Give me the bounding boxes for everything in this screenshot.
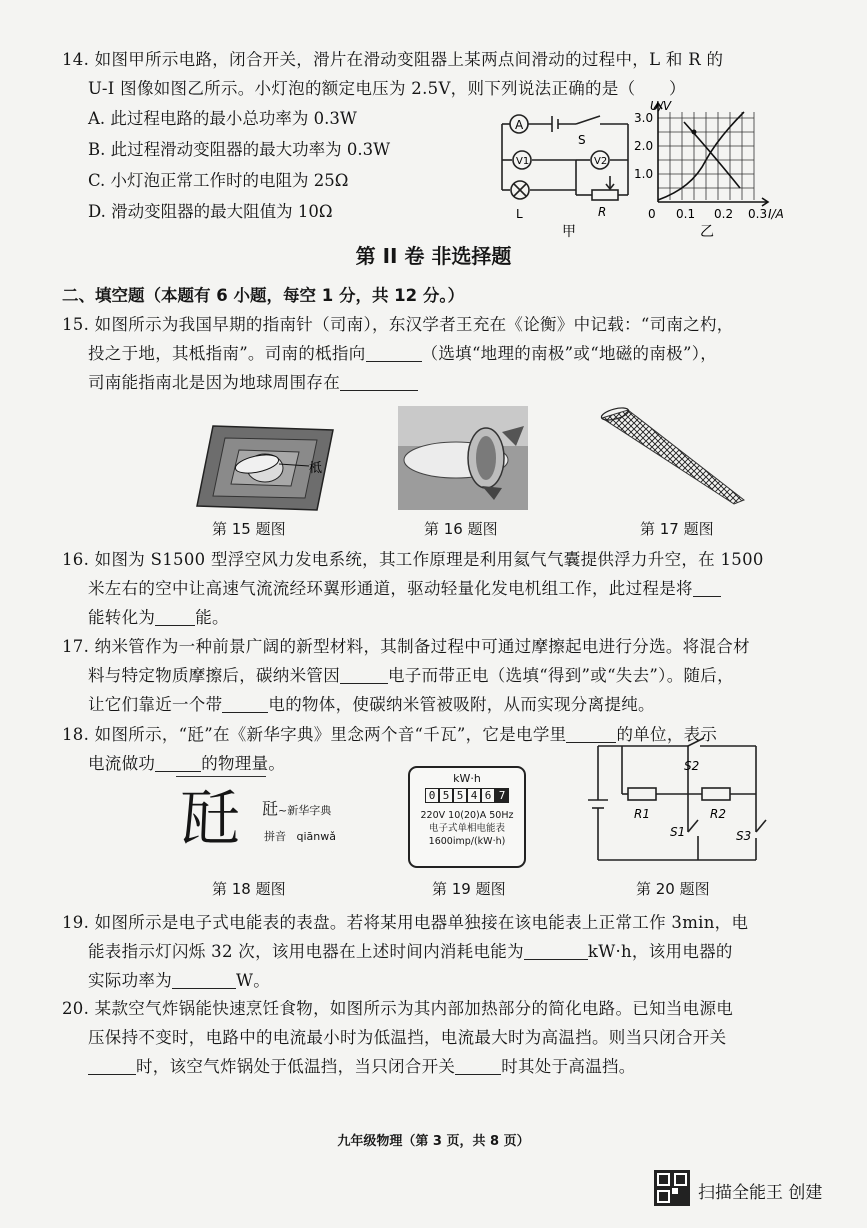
q18-line2-part2: 的物理量。	[201, 754, 286, 773]
watermark-text: 扫描全能王 创建	[698, 1183, 823, 1203]
q15-blank-1	[366, 345, 422, 362]
q15-blank-2	[340, 374, 418, 391]
fig17-caption: 第 17 题图	[640, 520, 714, 538]
fig20-r2: R2	[710, 807, 726, 821]
fig18-rule	[176, 776, 266, 777]
meter-spec-line2: 电子式单相电能表	[428, 823, 505, 834]
fig16-wind-turbine-image	[398, 406, 528, 510]
section-heading: 二、填空题（本题有 6 小题，每空 1 分，共 12 分。）	[62, 286, 465, 305]
xtick-02: 0.2	[714, 207, 734, 221]
question-20	[62, 994, 814, 1081]
question-15	[62, 310, 814, 397]
q15-line1: 15. 如图所示为我国早期的指南针（司南），东汉学者王充在《论衡》中记载：“司南之杓，	[62, 315, 734, 334]
q17-line2-part2: 电子而带正电（选填“得到”或“失去”）。随后，	[388, 666, 734, 685]
q18-line1-part2: 的单位，表示	[616, 725, 718, 744]
xtick-0: 0	[648, 207, 656, 221]
fig18-big-char: 瓩	[180, 784, 240, 854]
circuit-caption: 甲	[562, 224, 576, 240]
q15-line2-part2: （选填“地理的南极”或“地磁的南极”），	[421, 344, 718, 363]
rheostat-label: R	[598, 205, 607, 219]
q20-line3-part2: 时其处于高温挡。	[501, 1057, 636, 1076]
q15-line2-part1: 投之于地，其柢指南”。司南的柢指向	[88, 344, 366, 363]
v1-label: V1	[516, 156, 530, 167]
q16-line1: 16. 如图为 S1500 型浮空风力发电系统，其工作原理是利用氦气气囊提供浮力升空，在 1500	[62, 550, 764, 569]
q15-line3: 司南能指南北是因为地球周围存在	[88, 373, 340, 392]
question-19	[62, 908, 814, 995]
q19-blank-1	[524, 943, 588, 960]
meter-spec-line3: 1600imp/(kW·h)	[428, 836, 506, 847]
fig20-s3: S3	[736, 829, 752, 843]
q16-blank-2	[155, 609, 195, 626]
q17-line3-part1: 让它们靠近一个带	[88, 695, 223, 714]
xtick-01: 0.1	[676, 207, 696, 221]
xtick-03: 0.3	[748, 207, 768, 221]
meter-digit: 5	[453, 788, 467, 803]
q14-option-c: C. 小灯泡正常工作时的电阻为 25Ω	[88, 171, 349, 190]
ytick-1: 1.0	[634, 167, 654, 181]
ammeter-label: A	[515, 118, 524, 132]
fig19-meter	[408, 766, 526, 868]
q19-line2-part2: kW·h，该用电器的	[587, 942, 733, 961]
meter-specs	[410, 809, 524, 848]
meter-spec-line1: 220V 10(20)A 50Hz	[420, 810, 514, 821]
q14-line2: U-I 图像如图乙所示。小灯泡的额定电压为 2.5V，则下列说法正确的是（ ）	[88, 79, 686, 98]
fig20-caption: 第 20 题图	[636, 880, 710, 898]
q19-line3-part1: 实际功率为	[88, 971, 172, 990]
q20-line2: 压保持不变时，电路中的电流最小时为低温挡，电流最大时为高温挡。则当只闭合开关	[88, 1028, 727, 1047]
fig16-caption: 第 16 题图	[424, 520, 498, 538]
meter-digit: 4	[467, 788, 481, 803]
q14-option-d: D. 滑动变阻器的最大阻值为 10Ω	[88, 202, 333, 221]
q19-line3-part2: W。	[236, 971, 271, 990]
fig20-r1: R1	[634, 807, 650, 821]
fig17-nanotube-image	[598, 408, 748, 508]
fig18-caption: 第 18 题图	[212, 880, 286, 898]
switch-label: S	[578, 133, 586, 147]
ytick-2: 2.0	[634, 139, 654, 153]
fig15-sinan-image	[195, 420, 345, 516]
meter-digit: 5	[439, 788, 453, 803]
q19-line1: 19. 如图所示是电子式电能表的表盘。若将某用电器单独接在该电能表上正常工作 3min，电	[62, 913, 749, 932]
meter-digit-last: 7	[495, 788, 509, 803]
graph-ylabel: U/V	[650, 99, 672, 113]
q17-blank-2	[222, 696, 268, 713]
graph-xlabel: I/A	[768, 207, 784, 221]
fig18-dict-char: 瓩~新华字典	[262, 799, 332, 818]
q18-blank-2	[155, 755, 201, 772]
section-title: 第 II 卷 非选择题	[355, 244, 512, 268]
lamp-label: L	[516, 207, 523, 221]
page-footer: 九年级物理（第 3 页，共 8 页）	[337, 1134, 530, 1149]
q20-line1: 20. 某款空气炸锅能快速烹饪食物，如图所示为其内部加热部分的简化电路。已知当电源电	[62, 999, 734, 1018]
graph-caption: 乙	[700, 224, 714, 240]
fig20-s2: S2	[684, 759, 700, 773]
q14-option-a: A. 此过程电路的最小总功率为 0.3W	[88, 109, 357, 128]
q20-blank-1	[88, 1058, 136, 1075]
meter-digit: 0	[425, 788, 439, 803]
meter-unit: kW·h	[453, 772, 481, 785]
qr-code-icon	[654, 1170, 690, 1206]
q19-blank-2	[172, 972, 236, 989]
fig19-caption: 第 19 题图	[432, 880, 506, 898]
q17-line1: 17. 纳米管作为一种前景广阔的新型材料，其制备过程中可通过摩擦起电进行分选。将混合材	[62, 637, 750, 656]
question-17	[62, 632, 814, 719]
q17-line3-part2: 电的物体，使碳纳米管被吸附，从而实现分离提纯。	[268, 695, 655, 714]
q18-line1-part1: 18. 如图所示，“瓩”在《新华字典》里念两个音“千瓦”，它是电学里	[62, 725, 567, 744]
q18-line2-part1: 电流做功	[88, 754, 156, 773]
v2-label: V2	[594, 156, 608, 167]
q17-line2-part1: 料与特定物质摩擦后，碳纳米管因	[88, 666, 340, 685]
fig20-s1: S1	[670, 825, 686, 839]
fig15-caption: 第 15 题图	[212, 520, 286, 538]
ytick-3: 3.0	[634, 111, 654, 125]
question-14	[62, 45, 814, 103]
q16-line2: 米左右的空中让高速气流流经环翼形通道，驱动轻量化发电机组工作，此过程是将	[88, 579, 693, 598]
q17-blank-1	[340, 667, 388, 684]
q16-blank-1	[693, 580, 721, 597]
q19-line2-part1: 能表指示灯闪烁 32 次，该用电器在上述时间内消耗电能为	[88, 942, 524, 961]
q14-line1: 14. 如图甲所示电路，闭合开关，滑片在滑动变阻器上某两点间滑动的过程中，L 和 R 的	[62, 50, 724, 69]
q14-ui-graph	[634, 99, 790, 240]
q20-line3-part1: 时，该空气炸锅处于低温挡，当只闭合开关	[136, 1057, 456, 1076]
q20-blank-2	[455, 1058, 501, 1075]
meter-digit: 6	[481, 788, 495, 803]
fig18-pinyin: 拼音 qiānwǎ	[264, 830, 336, 843]
meter-digits	[410, 788, 524, 803]
q16-line3-part2: 能。	[195, 608, 229, 627]
fig15-label: 柢	[309, 461, 323, 476]
fig20-circuit-diagram	[576, 736, 776, 872]
question-16	[62, 545, 814, 632]
q14-circuit-diagram	[492, 108, 632, 240]
q14-option-b: B. 此过程滑动变阻器的最大功率为 0.3W	[88, 140, 391, 159]
q16-line3-part1: 能转化为	[88, 608, 156, 627]
